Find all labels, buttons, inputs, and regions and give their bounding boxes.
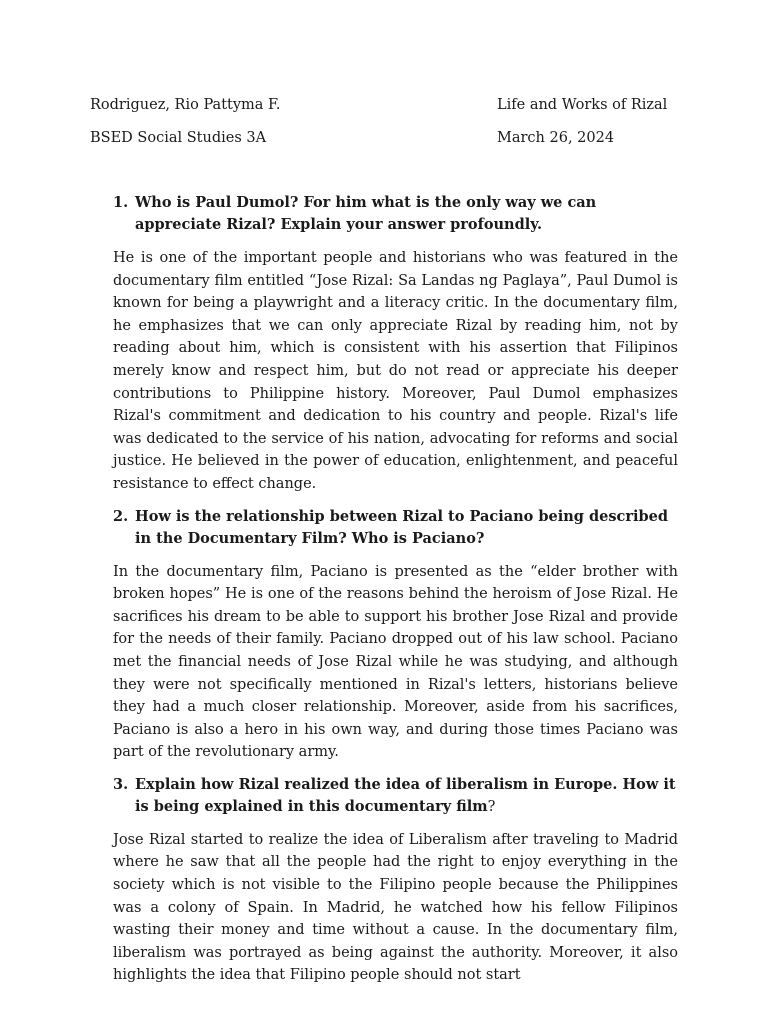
- qa-block: [113, 192, 678, 997]
- question-number: 3.: [113, 775, 129, 793]
- question-3: [113, 774, 678, 818]
- question-text: [135, 774, 678, 818]
- question-text: How is the relationship between Rizal to Paciano being described in the Documentary Film? Who is Paciano?: [135, 507, 668, 547]
- question-text-suffix: ?: [487, 798, 496, 815]
- section-label: BSED Social Studies 3A: [90, 130, 267, 146]
- question-text-main: Explain how Rizal realized the idea of liberalism in Europe. How it is being explained in this documentary film: [135, 775, 676, 815]
- answer-1: He is one of the important people and historians who was featured in the documentary film entitled “Jose Rizal: Sa Landas ng Paglaya”, Paul Dumol is known for being a playwright and a literacy critic. In the documentary film, he emphasizes that we can only appreciate Rizal by reading him, not by reading about him, which is consistent with his assertion that Filipinos merely know and respect him, but do not read or appreciate his deeper contributions to Philippine history. Moreover, Paul Dumol emphasizes Rizal's commitment and dedication to his country and people. Rizal's life was dedicated to the service of his nation, advocating for reforms and social justice. He believed in the power of education, enlightenment, and peaceful resistance to effect change.: [113, 250, 678, 492]
- date-label: March 26, 2024: [497, 130, 615, 146]
- question-text: Who is Paul Dumol? For him what is the only way we can appreciate Rizal? Explain your answer profoundly.: [135, 194, 597, 233]
- student-name: Rodriguez, Rio Pattyma F.: [90, 97, 281, 113]
- course-title: Life and Works of Rizal: [497, 97, 668, 113]
- question-number: 1.: [113, 194, 129, 211]
- question-1: [113, 192, 678, 236]
- answer-2: In the documentary film, Paciano is presented as the “elder brother with broken hopes” He is one of the reasons behind the heroism of Jose Rizal. He sacrifices his dream to be able to support his brother Jose Rizal and provide for the needs of their family. Paciano dropped out of his law school. Paciano met the financial needs of Jose Rizal while he was studying, and although they were not specifically mentioned in Rizal's letters, historians believe they had a much closer relationship. Moreover, aside from his sacrifices, Paciano is also a hero in his own way, and during those times Paciano was part of the revolutionary army.: [113, 563, 678, 761]
- question-number: 2.: [113, 507, 129, 525]
- answer-3: Jose Rizal started to realize the idea of Liberalism after traveling to Madrid where he saw that all the people had the right to enjoy everything in the society which is not visible to the Filipino people because the Philippines was a colony of Spain. In Madrid, he watched how his fellow Filipinos wasting their money and time without a cause. In the documentary film, liberalism was portrayed as being against the authority. Moreover, it also highlights the idea that Filipino people should not start: [113, 831, 678, 984]
- question-2: [113, 506, 678, 550]
